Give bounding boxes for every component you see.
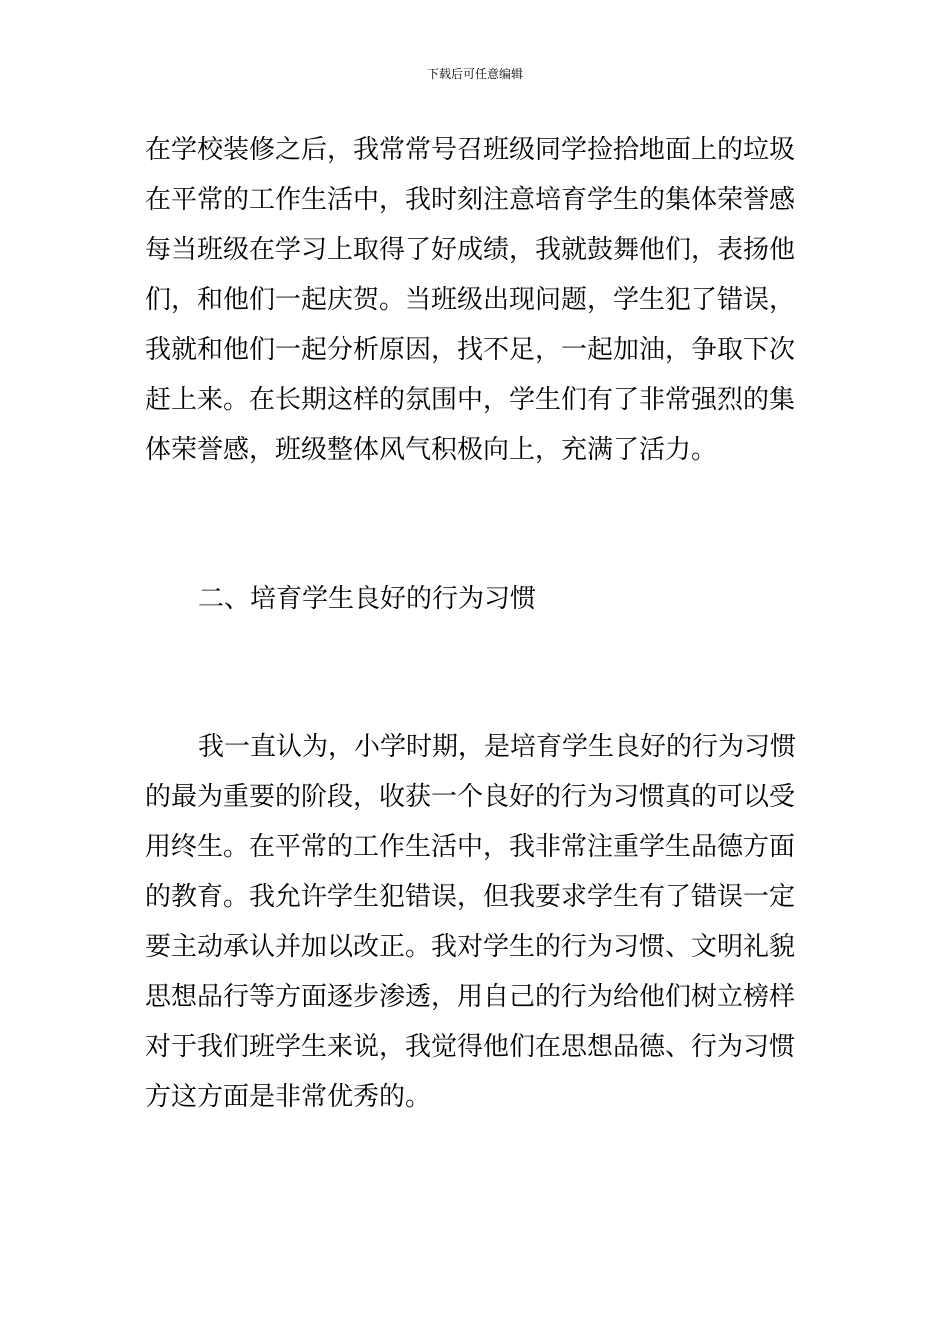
page-header: 下载后可任意编辑 (426, 67, 523, 81)
paragraph-line: 的最为重要的阶段，收获一个良好的行为习惯真的可以受 (145, 782, 796, 812)
section-heading: 二、培育学生良好的行为习惯 (198, 584, 537, 614)
paragraph-line: 我一直认为，小学时期，是培育学生良好的行为习惯 (198, 732, 797, 762)
paragraph-line: 方这方面是非常优秀的。 (145, 1082, 432, 1112)
paragraph-line: 我就和他们一起分析原因，找不足，一起加油，争取下次 (145, 335, 796, 365)
paragraph-line: 对于我们班学生来说，我觉得他们在思想品德、行为习惯 (145, 1032, 796, 1062)
paragraph-line: 体荣誉感，班级整体风气积极向上，充满了活力。 (145, 435, 718, 465)
paragraph-line: 们，和他们一起庆贺。当班级出现问题，学生犯了错误， (145, 285, 796, 315)
paragraph-line: 在学校装修之后，我常常号召班级同学捡拾地面上的垃圾 (145, 135, 796, 165)
paragraph-line: 用终生。在平常的工作生活中，我非常注重学生品德方面 (145, 832, 796, 862)
paragraph-line: 要主动承认并加以改正。我对学生的行为习惯、文明礼貌 (145, 932, 796, 962)
paragraph-line: 赶上来。在长期这样的氛围中，学生们有了非常强烈的集 (145, 385, 796, 415)
paragraph-line: 思想品行等方面逐步渗透，用自己的行为给他们树立榜样 (145, 982, 796, 1012)
paragraph-line: 的教育。我允许学生犯错误，但我要求学生有了错误一定 (145, 882, 796, 912)
paragraph-line: 每当班级在学习上取得了好成绩，我就鼓舞他们，表扬他 (145, 235, 796, 265)
paragraph-line: 在平常的工作生活中，我时刻注意培育学生的集体荣誉感 (145, 185, 796, 215)
